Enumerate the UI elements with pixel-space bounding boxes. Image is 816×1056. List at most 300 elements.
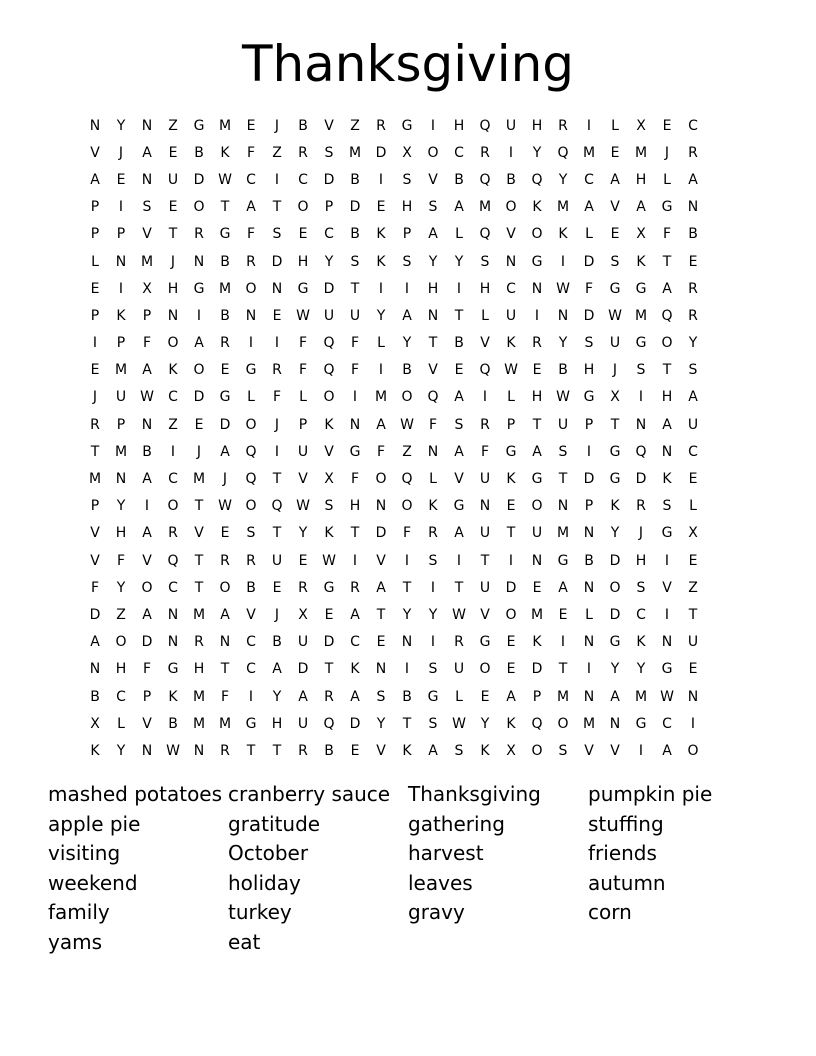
- grid-letter: G: [531, 253, 543, 270]
- grid-letter: E: [350, 742, 360, 759]
- grid-letter: G: [219, 226, 231, 243]
- grid-letter: N: [141, 117, 153, 134]
- grid-letter: S: [428, 715, 438, 732]
- grid-letter: S: [402, 171, 412, 188]
- grid-letter: X: [688, 525, 698, 542]
- word-list-item: yams: [48, 929, 102, 954]
- grid-row: [82, 465, 732, 492]
- grid-letter: J: [118, 144, 124, 161]
- grid-letter: X: [142, 280, 152, 297]
- grid-letter: T: [246, 742, 256, 759]
- grid-letter: R: [168, 525, 178, 542]
- grid-letter: F: [350, 335, 360, 352]
- grid-letter: D: [635, 471, 647, 488]
- grid-letter: Y: [558, 335, 568, 352]
- grid-letter: N: [427, 307, 439, 324]
- grid-letter: A: [428, 742, 438, 759]
- grid-letter: T: [350, 280, 360, 297]
- grid-letter: N: [167, 606, 179, 623]
- word-list-item: leaves: [408, 870, 473, 895]
- word-list-item: eat: [228, 929, 261, 954]
- grid-letter: B: [272, 634, 282, 651]
- grid-letter: V: [376, 552, 386, 569]
- grid-letter: V: [454, 471, 464, 488]
- grid-letter: C: [350, 634, 360, 651]
- grid-row: [82, 112, 732, 139]
- grid-letter: S: [454, 742, 464, 759]
- grid-row: [82, 574, 732, 601]
- grid-letter: D: [297, 661, 309, 678]
- grid-letter: U: [453, 661, 465, 678]
- grid-letter: E: [480, 688, 490, 705]
- grid-letter: E: [506, 498, 516, 515]
- grid-row: [82, 493, 732, 520]
- grid-letter: R: [688, 307, 698, 324]
- grid-letter: D: [219, 416, 231, 433]
- grid-letter: Z: [688, 579, 698, 596]
- grid-letter: B: [194, 144, 204, 161]
- grid-letter: M: [556, 199, 570, 216]
- page-title: Thanksgiving: [241, 35, 575, 93]
- grid-letter: Q: [167, 552, 179, 569]
- grid-letter: C: [506, 280, 516, 297]
- grid-letter: I: [456, 552, 462, 569]
- grid-letter: B: [402, 362, 412, 379]
- grid-letter: H: [193, 661, 205, 678]
- grid-letter: E: [298, 226, 308, 243]
- grid-letter: E: [376, 199, 386, 216]
- grid-letter: G: [297, 280, 309, 297]
- grid-letter: E: [194, 416, 204, 433]
- grid-letter: M: [192, 715, 206, 732]
- grid-letter: N: [661, 634, 673, 651]
- grid-letter: H: [427, 280, 439, 297]
- grid-letter: A: [376, 416, 386, 433]
- grid-letter: N: [401, 634, 413, 651]
- grid-letter: I: [690, 715, 696, 732]
- grid-letter: T: [220, 199, 230, 216]
- grid-letter: O: [609, 579, 621, 596]
- grid-row: [82, 520, 732, 547]
- grid-letter: N: [193, 742, 205, 759]
- grid-letter: N: [505, 253, 517, 270]
- grid-letter: G: [193, 117, 205, 134]
- grid-letter: N: [115, 471, 127, 488]
- grid-letter: R: [272, 362, 282, 379]
- grid-letter: F: [298, 335, 308, 352]
- grid-letter: E: [558, 606, 568, 623]
- grid-letter: P: [142, 688, 152, 705]
- grid-letter: Q: [427, 389, 439, 406]
- grid-letter: C: [168, 579, 178, 596]
- grid-letter: A: [220, 606, 230, 623]
- grid-letter: S: [428, 552, 438, 569]
- grid-letter: T: [402, 579, 412, 596]
- grid-letter: I: [586, 117, 592, 134]
- word-list-item: October: [228, 841, 309, 866]
- grid-letter: F: [220, 688, 230, 705]
- grid-letter: G: [245, 715, 257, 732]
- grid-letter: R: [480, 416, 490, 433]
- grid-letter: O: [245, 498, 257, 515]
- grid-letter: J: [274, 117, 280, 134]
- grid-letter: N: [167, 307, 179, 324]
- grid-letter: W: [452, 606, 466, 623]
- grid-letter: I: [534, 307, 540, 324]
- grid-letter: U: [479, 579, 491, 596]
- grid-letter: F: [90, 579, 100, 596]
- grid-letter: Y: [558, 171, 568, 188]
- grid-letter: G: [167, 661, 179, 678]
- word-list-item: Thanksgiving: [408, 782, 541, 806]
- grid-letter: C: [168, 389, 178, 406]
- grid-letter: N: [427, 443, 439, 460]
- grid-letter: D: [193, 171, 205, 188]
- grid-letter: G: [505, 443, 517, 460]
- grid-letter: J: [92, 389, 98, 406]
- word-list-item: autumn: [588, 870, 666, 895]
- grid-row: [82, 139, 732, 166]
- grid-letter: A: [610, 688, 620, 705]
- grid-letter: F: [662, 226, 672, 243]
- grid-letter: G: [661, 661, 673, 678]
- grid-letter: E: [506, 661, 516, 678]
- grid-letter: U: [167, 171, 179, 188]
- grid-letter: O: [557, 715, 569, 732]
- grid-letter: L: [611, 117, 619, 134]
- grid-letter: D: [323, 171, 335, 188]
- grid-letter: I: [560, 634, 566, 651]
- grid-letter: U: [115, 389, 127, 406]
- grid-letter: Y: [610, 525, 620, 542]
- grid-letter: C: [246, 171, 256, 188]
- grid-letter: I: [170, 443, 176, 460]
- grid-letter: O: [245, 280, 257, 297]
- grid-letter: I: [352, 389, 358, 406]
- grid-letter: H: [583, 362, 595, 379]
- grid-letter: Y: [402, 335, 412, 352]
- grid-letter: O: [297, 199, 309, 216]
- grid-letter: D: [583, 307, 595, 324]
- grid-letter: S: [480, 253, 490, 270]
- grid-letter: I: [274, 171, 280, 188]
- grid-letter: G: [427, 688, 439, 705]
- grid-letter: Y: [480, 715, 490, 732]
- grid-letter: C: [636, 606, 646, 623]
- grid-letter: V: [480, 606, 490, 623]
- grid-letter: R: [246, 552, 256, 569]
- grid-letter: Y: [116, 579, 126, 596]
- grid-letter: G: [609, 471, 621, 488]
- grid-letter: K: [506, 471, 516, 488]
- grid-letter: F: [480, 443, 490, 460]
- grid-letter: P: [506, 416, 516, 433]
- grid-letter: C: [246, 661, 256, 678]
- grid-row: [82, 547, 732, 574]
- grid-letter: W: [660, 688, 674, 705]
- grid-letter: J: [196, 443, 202, 460]
- grid-letter: T: [688, 606, 698, 623]
- grid-letter: T: [480, 552, 490, 569]
- grid-letter: W: [504, 362, 518, 379]
- grid-letter: K: [506, 335, 516, 352]
- grid-letter: T: [428, 335, 438, 352]
- grid-letter: U: [609, 335, 621, 352]
- grid-letter: G: [349, 443, 361, 460]
- grid-letter: N: [219, 634, 231, 651]
- grid-letter: B: [454, 335, 464, 352]
- grid-letter: T: [376, 606, 386, 623]
- grid-letter: R: [90, 416, 100, 433]
- grid-letter: M: [478, 199, 492, 216]
- grid-letter: I: [404, 661, 410, 678]
- grid-letter: P: [584, 498, 594, 515]
- grid-letter: E: [272, 307, 282, 324]
- word-list-item: stuffing: [588, 811, 664, 836]
- grid-letter: M: [556, 688, 570, 705]
- word-list-item: gravy: [408, 900, 465, 925]
- grid-letter: T: [558, 471, 568, 488]
- grid-row: [82, 248, 732, 275]
- grid-letter: R: [194, 634, 204, 651]
- grid-letter: Q: [323, 715, 335, 732]
- grid-letter: J: [274, 606, 280, 623]
- grid-letter: R: [480, 144, 490, 161]
- grid-letter: K: [662, 471, 672, 488]
- grid-letter: O: [323, 389, 335, 406]
- grid-letter: L: [455, 226, 463, 243]
- grid-letter: Q: [557, 144, 569, 161]
- grid-letter: Q: [531, 171, 543, 188]
- grid-letter: N: [583, 525, 595, 542]
- grid-letter: T: [90, 443, 100, 460]
- grid-letter: M: [114, 443, 128, 460]
- grid-letter: O: [219, 579, 231, 596]
- grid-letter: N: [609, 715, 621, 732]
- grid-letter: F: [428, 416, 438, 433]
- grid-letter: O: [531, 498, 543, 515]
- grid-letter: V: [142, 552, 152, 569]
- grid-letter: C: [454, 144, 464, 161]
- grid-letter: G: [609, 280, 621, 297]
- grid-letter: I: [508, 144, 514, 161]
- grid-letter: T: [506, 525, 516, 542]
- grid-letter: K: [376, 226, 386, 243]
- grid-letter: V: [246, 606, 256, 623]
- grid-letter: A: [454, 443, 464, 460]
- grid-letter: J: [170, 253, 176, 270]
- word-list-item: cranberry sauce: [228, 782, 391, 806]
- grid-letter: E: [532, 362, 542, 379]
- grid-letter: I: [664, 606, 670, 623]
- grid-letter: O: [375, 471, 387, 488]
- grid-letter: U: [531, 525, 543, 542]
- grid-letter: S: [402, 253, 412, 270]
- grid-letter: D: [583, 253, 595, 270]
- grid-letter: B: [506, 171, 516, 188]
- word-list-item: pumpkin pie: [588, 782, 713, 806]
- grid-letter: P: [90, 307, 100, 324]
- grid-row: [82, 194, 732, 221]
- grid-letter: R: [532, 335, 542, 352]
- grid-letter: A: [688, 389, 698, 406]
- grid-letter: I: [118, 199, 124, 216]
- grid-letter: K: [376, 253, 386, 270]
- grid-letter: A: [454, 525, 464, 542]
- grid-letter: R: [220, 335, 230, 352]
- grid-letter: Z: [168, 416, 178, 433]
- grid-letter: N: [167, 634, 179, 651]
- grid-letter: M: [88, 471, 102, 488]
- grid-letter: L: [117, 715, 125, 732]
- grid-letter: A: [298, 688, 308, 705]
- grid-letter: A: [610, 171, 620, 188]
- grid-letter: R: [220, 742, 230, 759]
- grid-letter: R: [194, 226, 204, 243]
- grid-letter: M: [634, 688, 648, 705]
- grid-letter: T: [272, 199, 282, 216]
- grid-letter: S: [428, 199, 438, 216]
- grid-letter: B: [220, 253, 230, 270]
- grid-letter: C: [662, 715, 672, 732]
- grid-letter: T: [350, 525, 360, 542]
- grid-letter: B: [168, 715, 178, 732]
- grid-letter: O: [401, 498, 413, 515]
- grid-letter: W: [556, 389, 570, 406]
- grid-letter: N: [583, 634, 595, 651]
- grid-letter: O: [531, 742, 543, 759]
- grid-letter: F: [402, 525, 412, 542]
- grid-letter: C: [688, 117, 698, 134]
- grid-row: [82, 384, 732, 411]
- grid-letter: A: [220, 443, 230, 460]
- grid-letter: T: [220, 661, 230, 678]
- grid-letter: K: [350, 661, 360, 678]
- word-list: [48, 780, 768, 958]
- word-list-item: gathering: [408, 811, 505, 836]
- grid-letter: M: [348, 144, 362, 161]
- grid-letter: E: [90, 280, 100, 297]
- grid-letter: A: [142, 525, 152, 542]
- grid-letter: H: [167, 280, 179, 297]
- grid-letter: A: [428, 226, 438, 243]
- grid-letter: I: [586, 661, 592, 678]
- grid-letter: O: [167, 335, 179, 352]
- grid-letter: G: [635, 335, 647, 352]
- grid-letter: R: [220, 552, 230, 569]
- grid-letter: N: [115, 253, 127, 270]
- grid-letter: Y: [636, 661, 646, 678]
- grid-letter: N: [635, 416, 647, 433]
- grid-letter: E: [376, 634, 386, 651]
- grid-letter: G: [401, 117, 413, 134]
- grid-letter: P: [584, 416, 594, 433]
- grid-letter: K: [168, 688, 178, 705]
- grid-letter: E: [90, 362, 100, 379]
- grid-letter: F: [298, 362, 308, 379]
- grid-letter: I: [118, 280, 124, 297]
- grid-letter: X: [636, 117, 646, 134]
- grid-letter: M: [530, 606, 544, 623]
- grid-letter: N: [375, 498, 387, 515]
- grid-letter: C: [246, 634, 256, 651]
- grid-letter: A: [272, 661, 282, 678]
- grid-letter: A: [402, 307, 412, 324]
- grid-row: [82, 438, 732, 465]
- grid-letter: A: [454, 389, 464, 406]
- grid-letter: T: [662, 253, 672, 270]
- grid-letter: Y: [272, 688, 282, 705]
- grid-letter: Y: [376, 307, 386, 324]
- grid-letter: H: [453, 117, 465, 134]
- grid-row: [82, 683, 732, 710]
- grid-letter: R: [688, 280, 698, 297]
- grid-letter: S: [558, 742, 568, 759]
- grid-letter: G: [609, 634, 621, 651]
- grid-letter: N: [141, 416, 153, 433]
- grid-letter: K: [402, 742, 412, 759]
- grid-letter: K: [90, 742, 100, 759]
- grid-letter: I: [638, 389, 644, 406]
- grid-letter: C: [298, 171, 308, 188]
- grid-letter: L: [585, 606, 593, 623]
- grid-letter: T: [168, 226, 178, 243]
- grid-letter: A: [454, 199, 464, 216]
- grid-letter: D: [323, 280, 335, 297]
- grid-letter: L: [247, 389, 255, 406]
- grid-letter: V: [324, 117, 334, 134]
- grid-letter: W: [296, 307, 310, 324]
- grid-letter: P: [532, 688, 542, 705]
- grid-row: [82, 357, 732, 384]
- grid-row: [82, 275, 732, 302]
- grid-letter: H: [297, 253, 309, 270]
- grid-letter: D: [323, 634, 335, 651]
- grid-letter: K: [506, 715, 516, 732]
- grid-letter: D: [141, 634, 153, 651]
- grid-letter: F: [116, 552, 126, 569]
- grid-row: [82, 302, 732, 329]
- grid-letter: A: [662, 416, 672, 433]
- grid-letter: I: [378, 171, 384, 188]
- grid-letter: T: [194, 579, 204, 596]
- grid-letter: Q: [323, 362, 335, 379]
- grid-letter: N: [89, 117, 101, 134]
- grid-letter: M: [218, 715, 232, 732]
- grid-letter: F: [246, 144, 256, 161]
- grid-letter: L: [429, 471, 437, 488]
- grid-letter: K: [558, 226, 568, 243]
- grid-letter: O: [505, 199, 517, 216]
- grid-letter: V: [662, 579, 672, 596]
- grid-letter: X: [324, 471, 334, 488]
- grid-letter: E: [324, 606, 334, 623]
- grid-letter: L: [455, 688, 463, 705]
- grid-letter: B: [350, 226, 360, 243]
- grid-letter: Q: [479, 226, 491, 243]
- grid-letter: H: [531, 389, 543, 406]
- grid-letter: C: [168, 471, 178, 488]
- grid-letter: A: [558, 579, 568, 596]
- grid-letter: Y: [116, 742, 126, 759]
- grid-letter: D: [609, 552, 621, 569]
- grid-letter: H: [401, 199, 413, 216]
- grid-letter: D: [271, 253, 283, 270]
- grid-letter: T: [454, 307, 464, 324]
- grid-letter: B: [90, 688, 100, 705]
- grid-letter: H: [635, 171, 647, 188]
- grid-letter: V: [194, 525, 204, 542]
